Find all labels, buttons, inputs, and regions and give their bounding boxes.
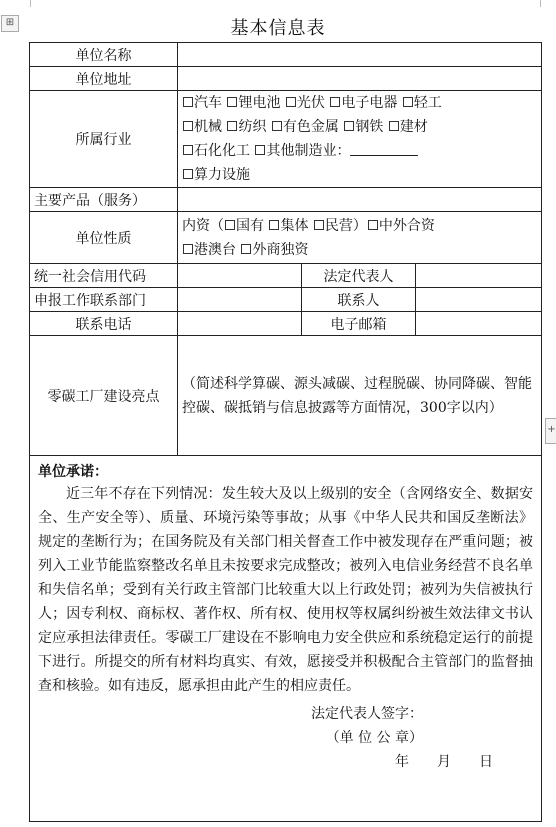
page-top-edge: [0, 0, 556, 8]
checkbox[interactable]: [225, 220, 235, 230]
unit-name-label: 单位名称: [30, 43, 178, 67]
option-label: 外商独资: [252, 241, 309, 258]
unit-name-field[interactable]: [178, 43, 542, 67]
dept-label: 申报工作联系部门: [30, 288, 178, 312]
option-label: 石化化工: [194, 143, 250, 159]
option-label: 建材: [399, 119, 428, 135]
other-industry-blank[interactable]: [350, 143, 418, 156]
contact-label: 联系人: [302, 288, 416, 312]
option-label: 内资（: [182, 217, 224, 234]
option-label: 有色金属: [282, 119, 339, 135]
signature-line: 法定代表人签字：: [311, 706, 423, 722]
option-label: 钢铁: [355, 119, 384, 135]
page-title: 基本信息表: [230, 18, 326, 39]
phone-field[interactable]: [178, 312, 302, 336]
move-cross-icon: ⊞: [5, 17, 15, 28]
contact-field[interactable]: [416, 288, 542, 312]
option-label: 民营: [324, 217, 353, 234]
industry-label: 所属行业: [30, 91, 178, 188]
checkbox[interactable]: [314, 220, 324, 230]
option-label: 汽车: [194, 95, 222, 111]
legal-rep-label: 法定代表人: [302, 264, 416, 288]
option-label: ）: [352, 217, 367, 234]
checkbox[interactable]: [183, 121, 193, 131]
option-label: 其他制造业：: [266, 143, 351, 159]
checkbox[interactable]: [227, 121, 237, 131]
email-field[interactable]: [416, 312, 542, 336]
checkbox[interactable]: [344, 121, 354, 131]
highlights-label: 零碳工厂建设亮点: [30, 336, 178, 456]
checkbox[interactable]: [183, 97, 193, 107]
unit-address-label: 单位地址: [30, 67, 178, 91]
checkbox[interactable]: [255, 145, 265, 155]
seal-line: （单 位 公 章）: [325, 730, 423, 746]
margin-marker: [30, 0, 31, 7]
margin-marker: [540, 0, 541, 7]
legal-rep-field[interactable]: [416, 264, 542, 288]
checkbox[interactable]: [389, 121, 399, 131]
credit-code-field[interactable]: [178, 264, 302, 288]
option-label: 中外合资: [378, 217, 435, 234]
nature-options: [178, 212, 542, 264]
checkbox[interactable]: [368, 220, 378, 230]
option-label: 轻工: [413, 95, 442, 111]
checkbox[interactable]: [183, 145, 193, 155]
checkbox[interactable]: [183, 244, 193, 254]
promise-section: [30, 456, 542, 822]
phone-label: 联系电话: [30, 312, 178, 336]
option-label: 纺织: [238, 119, 267, 135]
checkbox[interactable]: [241, 244, 251, 254]
expand-icon: +: [547, 424, 556, 435]
products-label: 主要产品（服务）: [30, 188, 178, 212]
credit-code-label: 统一社会信用代码: [30, 264, 178, 288]
email-label: 电子邮箱: [302, 312, 416, 336]
table-resize-handle[interactable]: [545, 418, 556, 444]
option-label: 光伏: [296, 95, 325, 111]
checkbox[interactable]: [286, 97, 296, 107]
promise-body: 近三年不存在下列情况：发生较大及以上级别的安全（含网络安全、数据安全、生产安全等）、质量、环境污染等事故；从事《中华人民共和国反垄断法》规定的垄断行为；在国务院及有关部门相关督查工作中被发现存在严重问题；被列入工业节能监察整改名单且未按要求完成整改；被列入电信业务经营不良名单和失信名单；受到有关行政主管部门比较重大以上行政处罚；被列为失信被执行人；因专利权、商标权、著作权、所有权、使用权等权属纠纷被生效法律文书认定应承担法律责任。零碳工厂建设在不影响电力安全供应和系统稳定运行的前提下进行。所提交的所有材料均真实、有效，愿接受并积极配合主管部门的监督抽查和核验。如有违反，愿承担由此产生的相应责任。: [38, 486, 533, 694]
dept-field[interactable]: [178, 288, 302, 312]
option-label: 集体: [280, 217, 309, 234]
promise-title: 单位承诺：: [38, 464, 108, 480]
option-label: 算力设施: [194, 167, 250, 183]
checkbox[interactable]: [227, 97, 237, 107]
checkbox[interactable]: [269, 220, 279, 230]
industry-options: [178, 91, 542, 188]
checkbox[interactable]: [403, 97, 413, 107]
checkbox[interactable]: [272, 121, 282, 131]
option-label: 电子电器: [341, 95, 398, 111]
checkbox[interactable]: [330, 97, 340, 107]
info-table: [29, 42, 541, 822]
checkbox[interactable]: [183, 169, 193, 179]
option-label: 锂电池: [238, 95, 281, 111]
products-field[interactable]: [178, 188, 542, 212]
highlights-field[interactable]: （简述科学算碳、源头减碳、过程脱碳、协同降碳、智能控碳、碳抵销与信息披露等方面情况，300字以内）: [178, 336, 542, 456]
unit-address-field[interactable]: [178, 67, 542, 91]
option-label: 港澳台: [194, 241, 236, 258]
nature-label: 单位性质: [30, 212, 178, 264]
option-label: 机械: [194, 119, 222, 135]
date-line: 年 月 日: [395, 754, 493, 770]
option-label: 国有: [236, 217, 264, 234]
